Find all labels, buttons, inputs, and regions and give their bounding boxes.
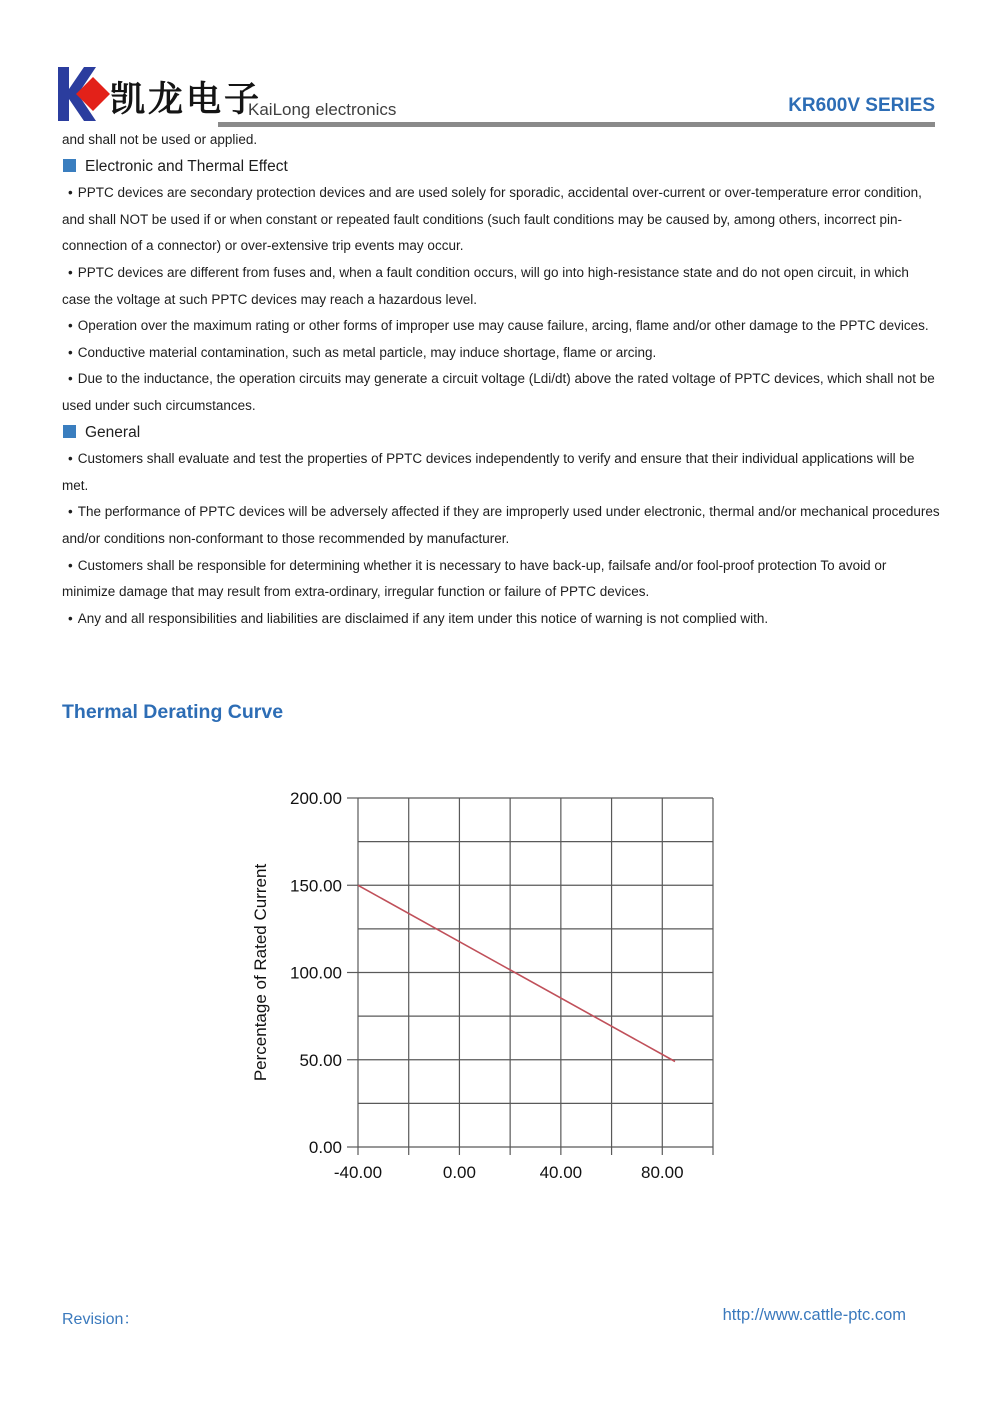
bullet-item — [62, 553, 940, 606]
website-link[interactable]: http://www.cattle-ptc.com — [722, 1306, 906, 1324]
bullet-text: Customers shall evaluate and test the properties of PPTC devices independently to verify and ensure that their individual applications will be met. — [62, 451, 915, 493]
svg-text:-40.00: -40.00 — [333, 1163, 383, 1182]
brand-name-chinese: 凯龙电子 — [110, 79, 263, 120]
bullet-marker: • — [68, 557, 73, 573]
bullet-item — [62, 260, 940, 313]
series-label: KR600V SERIES — [788, 95, 935, 116]
chart-section-title: Thermal Derating Curve — [62, 701, 284, 723]
bullet-marker: • — [68, 610, 73, 626]
derating-chart-canvas — [230, 780, 750, 1210]
svg-text:0.00: 0.00 — [308, 1138, 342, 1157]
bullet-marker: • — [68, 264, 73, 280]
svg-text:150.00: 150.00 — [290, 876, 342, 896]
bullet-item — [62, 606, 940, 633]
intro-line: and shall not be used or applied. — [62, 132, 258, 147]
bullet-item — [62, 313, 940, 340]
bullet-marker: • — [68, 318, 73, 334]
section-title-general — [62, 420, 940, 447]
bullet-text: Any and all responsibilities and liabilities are disclaimed if any item under this notice of warning is not complied with. — [77, 610, 769, 626]
section-title-electronic-thermal — [62, 154, 940, 181]
bullet-item — [62, 499, 940, 552]
thermal-derating-chart — [230, 780, 750, 1210]
section-title-label: General — [85, 423, 141, 441]
bullet-marker: • — [68, 344, 73, 360]
svg-text:Percentage of Rated Current: Percentage of Rated Current — [251, 863, 270, 1082]
bullet-marker: • — [68, 451, 73, 467]
svg-text:80.00: 80.00 — [641, 1163, 684, 1182]
section-title-label: Electronic and Thermal Effect — [85, 157, 288, 175]
bullet-text: Customers shall be responsible for determining whether it is necessary to have back-up, failsafe and/or fool-proof protection To avoid or minimize damage that may result from extra-ordinary, irregular function or failure of PPTC devices. — [62, 557, 887, 600]
bullet-marker: • — [68, 371, 73, 387]
svg-text:200.00: 200.00 — [290, 789, 342, 808]
bullet-marker: • — [68, 185, 73, 201]
bullet-text: The performance of PPTC devices will be adversely affected if they are improperly used under electronic, thermal and/or mechanical procedures and/or conditions non-conformant to those recommended by manufacturer. — [62, 504, 940, 546]
brand-name-english: KaiLong electronics — [248, 100, 397, 119]
svg-text:40.00: 40.00 — [539, 1163, 583, 1182]
bullet-item — [62, 366, 940, 419]
bullet-item — [62, 340, 940, 367]
bullet-text: Operation over the maximum rating or other forms of improper use may cause failure, arcing, flame and/or other damage to the PPTC devices. — [77, 318, 929, 334]
svg-text:50.00: 50.00 — [299, 1050, 342, 1070]
revision-label: Revision： — [62, 1311, 140, 1328]
bullet-item — [62, 180, 940, 260]
section-square-icon — [63, 159, 76, 172]
kailong-logo-icon — [56, 66, 116, 122]
bullet-item — [62, 446, 940, 499]
bullet-text: Conductive material contamination, such as metal particle, may induce shortage, flame or arcing. — [77, 344, 657, 360]
svg-text:100.00: 100.00 — [290, 963, 342, 983]
bullet-marker: • — [68, 504, 73, 520]
svg-text:0.00: 0.00 — [442, 1163, 476, 1182]
bullet-text: PPTC devices are different from fuses and, when a fault condition occurs, will go into high-resistance state and do not open circuit, in which case the voltage at such PPTC devices may reach a hazardous level. — [62, 264, 909, 307]
bullet-text: PPTC devices are secondary protection devices and are used solely for sporadic, accidental over-current or over-temperature error condition, and shall NOT be used if or when constant or repeated fault conditions (such fault conditions may be caused by, among others, incorrect pin-connection of a connector) or over-extensive trip events may occur. — [62, 185, 922, 254]
bullet-text: Due to the inductance, the operation circuits may generate a circuit voltage (Ldi/dt) above the rated voltage of PPTC devices, which shall not be used under such circumstances. — [62, 371, 935, 413]
notice-text-block — [62, 127, 940, 632]
section-square-icon — [63, 425, 76, 438]
